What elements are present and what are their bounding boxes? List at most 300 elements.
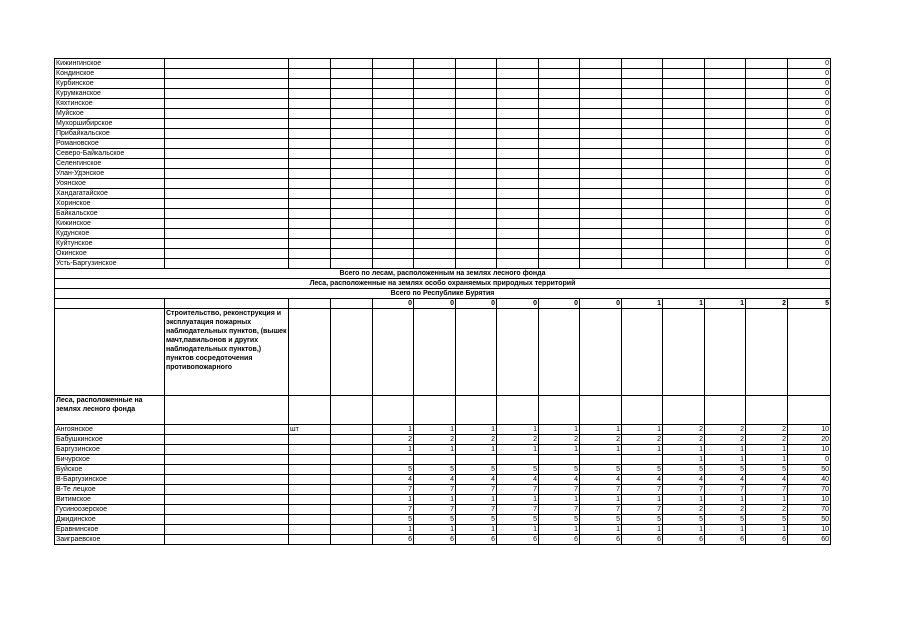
table-cell: 2 <box>414 435 456 445</box>
table-cell <box>622 129 663 139</box>
table-cell: 7 <box>373 505 414 515</box>
row-unit <box>289 475 331 485</box>
table-cell: 0 <box>539 299 580 309</box>
table-cell <box>456 179 497 189</box>
table-cell <box>165 475 289 485</box>
row-name: Буйское <box>55 465 165 475</box>
row-name: Хоринское <box>55 199 165 209</box>
table-cell <box>663 396 705 425</box>
row-total: 0 <box>788 99 831 109</box>
row-name: Кижинское <box>55 219 165 229</box>
table-cell <box>289 79 331 89</box>
table-cell: 50 <box>788 515 831 525</box>
table-cell <box>165 425 289 435</box>
row-name: Баргузинское <box>55 445 165 455</box>
table-cell <box>663 169 705 179</box>
row-unit <box>289 525 331 535</box>
table-row <box>55 139 831 149</box>
table-cell: 10 <box>788 445 831 455</box>
table-cell <box>289 219 331 229</box>
table-cell <box>622 149 663 159</box>
table-cell: 5 <box>788 299 831 309</box>
row-name: Курумканское <box>55 89 165 99</box>
table-cell: 2 <box>746 505 788 515</box>
table-cell <box>746 119 788 129</box>
table-cell <box>788 396 831 425</box>
table-cell <box>746 99 788 109</box>
table-cell: 1 <box>456 425 497 435</box>
table-cell <box>331 425 373 435</box>
table-cell: 1 <box>580 495 622 505</box>
table-cell: 1 <box>663 525 705 535</box>
table-row <box>55 69 831 79</box>
table-cell <box>663 199 705 209</box>
table-cell <box>456 169 497 179</box>
table-cell <box>165 515 289 525</box>
table-cell: 7 <box>622 505 663 515</box>
table-cell <box>580 109 622 119</box>
table-cell: 2 <box>539 435 580 445</box>
table-cell: 6 <box>539 535 580 545</box>
table-cell <box>705 99 746 109</box>
row-total: 0 <box>788 89 831 99</box>
row-unit <box>289 445 331 455</box>
table-cell <box>663 309 705 396</box>
table-cell <box>580 69 622 79</box>
table-cell <box>539 149 580 159</box>
table-cell <box>663 59 705 69</box>
row-total: 0 <box>788 59 831 69</box>
table-cell: 4 <box>622 475 663 485</box>
table-cell <box>373 189 414 199</box>
table-cell: 1 <box>497 445 539 455</box>
table-cell <box>373 309 414 396</box>
table-cell <box>705 229 746 239</box>
table-cell <box>331 79 373 89</box>
table-cell: 1 <box>539 525 580 535</box>
table-cell <box>165 139 289 149</box>
heading-forest-fund: Всего по лесам, расположенным на землях лесного фонда <box>55 269 831 279</box>
table-cell <box>373 455 414 465</box>
table-cell <box>165 455 289 465</box>
table-cell <box>289 299 331 309</box>
table-cell <box>165 129 289 139</box>
table-cell <box>331 179 373 189</box>
table-cell: 70 <box>788 485 831 495</box>
table-cell <box>331 169 373 179</box>
table-row <box>55 169 831 179</box>
table-cell <box>705 239 746 249</box>
table-cell <box>580 89 622 99</box>
table-cell <box>165 219 289 229</box>
row-unit <box>289 455 331 465</box>
table-cell <box>705 219 746 229</box>
table-cell <box>414 79 456 89</box>
table-cell <box>497 396 539 425</box>
republic-values-row <box>55 299 831 309</box>
table-cell: 0 <box>414 299 456 309</box>
activity-label: Строительство, реконструкция и эксплуатация пожарных наблюдательных пунктов, (вышек мачт,павильонов и других наблюдательных пунктов,) пунктов сосредоточения противопожарного <box>165 309 289 396</box>
table-cell: 5 <box>373 515 414 525</box>
table-cell <box>55 299 165 309</box>
table-cell <box>746 59 788 69</box>
table-cell: 1 <box>373 525 414 535</box>
table-cell: 7 <box>414 505 456 515</box>
table-cell <box>539 209 580 219</box>
table-cell <box>622 259 663 269</box>
table-cell: 6 <box>746 535 788 545</box>
table-cell <box>580 99 622 109</box>
table-cell <box>539 239 580 249</box>
row-name: Хандагатайское <box>55 189 165 199</box>
table-cell: 0 <box>788 455 831 465</box>
row-unit <box>289 465 331 475</box>
table-cell <box>539 99 580 109</box>
table-cell <box>497 309 539 396</box>
table-cell <box>373 119 414 129</box>
row-name: Байкальское <box>55 209 165 219</box>
table-cell <box>165 485 289 495</box>
table-cell <box>539 249 580 259</box>
table-cell <box>622 119 663 129</box>
table-cell <box>663 99 705 109</box>
table-cell: 5 <box>414 465 456 475</box>
row-name: Бабушкинское <box>55 435 165 445</box>
row-unit <box>289 495 331 505</box>
table-cell <box>497 119 539 129</box>
table-cell <box>373 209 414 219</box>
table-cell: 2 <box>580 435 622 445</box>
table-cell <box>373 239 414 249</box>
table-cell <box>580 209 622 219</box>
table-cell <box>497 455 539 465</box>
table-cell: 5 <box>622 465 663 475</box>
forestry-table <box>54 58 831 545</box>
table-cell: 4 <box>746 475 788 485</box>
row-total: 0 <box>788 189 831 199</box>
table-cell <box>165 99 289 109</box>
table-cell: 7 <box>580 485 622 495</box>
row-name: Прибайкальское <box>55 129 165 139</box>
table-cell <box>373 159 414 169</box>
table-cell <box>663 139 705 149</box>
table-cell <box>705 309 746 396</box>
table-cell <box>539 455 580 465</box>
table-row <box>55 259 831 269</box>
row-total: 0 <box>788 239 831 249</box>
table-row <box>55 89 831 99</box>
table-cell <box>746 129 788 139</box>
row-name: В-Те лецкое <box>55 485 165 495</box>
table-cell <box>497 169 539 179</box>
table-row <box>55 475 831 485</box>
table-cell: 1 <box>746 525 788 535</box>
table-cell <box>746 109 788 119</box>
table-cell <box>165 239 289 249</box>
table-cell <box>539 119 580 129</box>
table-cell <box>331 525 373 535</box>
heading-republic-total: Всего по Республике Бурятия <box>55 289 831 299</box>
table-cell: 2 <box>373 435 414 445</box>
table-cell <box>746 169 788 179</box>
row-total: 0 <box>788 79 831 89</box>
table-cell: 10 <box>788 525 831 535</box>
table-cell: 7 <box>414 485 456 495</box>
table-cell <box>373 89 414 99</box>
table-cell <box>622 109 663 119</box>
table-cell <box>331 435 373 445</box>
table-cell <box>622 179 663 189</box>
table-cell <box>580 249 622 259</box>
table-cell <box>622 249 663 259</box>
table-cell <box>622 239 663 249</box>
table-cell: 1 <box>373 495 414 505</box>
table-cell: 1 <box>497 425 539 435</box>
table-cell <box>539 259 580 269</box>
bottom-section <box>55 425 831 545</box>
table-cell <box>456 229 497 239</box>
table-cell <box>705 69 746 79</box>
table-cell <box>746 149 788 159</box>
table-cell <box>788 309 831 396</box>
table-cell <box>539 189 580 199</box>
table-cell <box>414 259 456 269</box>
table-cell <box>663 189 705 199</box>
table-cell <box>539 309 580 396</box>
table-cell: 1 <box>414 525 456 535</box>
table-row <box>55 435 831 445</box>
table-cell <box>289 229 331 239</box>
table-cell <box>456 149 497 159</box>
table-row <box>55 199 831 209</box>
row-name: Кяхтинское <box>55 99 165 109</box>
table-cell <box>331 445 373 455</box>
table-cell <box>289 199 331 209</box>
table-cell <box>580 179 622 189</box>
table-cell <box>456 309 497 396</box>
table-cell <box>414 119 456 129</box>
table-cell <box>165 249 289 259</box>
table-cell: 6 <box>497 535 539 545</box>
table-cell: 1 <box>705 495 746 505</box>
table-row <box>55 99 831 109</box>
table-cell <box>331 396 373 425</box>
table-cell <box>331 69 373 79</box>
row-name: Окинское <box>55 249 165 259</box>
row-name: Заиграевское <box>55 535 165 545</box>
table-cell <box>373 79 414 89</box>
table-cell <box>331 535 373 545</box>
table-cell <box>539 199 580 209</box>
table-cell: 1 <box>705 455 746 465</box>
table-row <box>55 219 831 229</box>
row-name: Джидинское <box>55 515 165 525</box>
table-cell <box>622 199 663 209</box>
table-cell: 1 <box>456 495 497 505</box>
table-cell <box>165 525 289 535</box>
table-cell <box>746 89 788 99</box>
table-cell <box>289 139 331 149</box>
row-unit <box>289 505 331 515</box>
table-cell <box>414 239 456 249</box>
table-cell <box>289 309 331 396</box>
table-cell: 2 <box>705 435 746 445</box>
row-name: Ангоянское <box>55 425 165 435</box>
table-cell <box>165 169 289 179</box>
table-cell <box>331 309 373 396</box>
table-cell: 1 <box>539 425 580 435</box>
spreadsheet-page <box>54 58 831 545</box>
table-cell: 5 <box>414 515 456 525</box>
table-cell <box>165 259 289 269</box>
table-cell <box>331 89 373 99</box>
table-cell: 7 <box>497 505 539 515</box>
table-row <box>55 495 831 505</box>
table-cell <box>663 129 705 139</box>
table-cell: 7 <box>705 485 746 495</box>
table-cell <box>456 396 497 425</box>
table-cell <box>331 455 373 465</box>
table-cell <box>331 99 373 109</box>
table-cell <box>289 129 331 139</box>
table-cell <box>165 159 289 169</box>
table-row <box>55 525 831 535</box>
table-cell: 10 <box>788 425 831 435</box>
table-cell <box>331 239 373 249</box>
table-cell: 1 <box>539 445 580 455</box>
table-cell: 6 <box>663 535 705 545</box>
table-cell <box>456 139 497 149</box>
table-cell <box>165 109 289 119</box>
table-cell <box>456 259 497 269</box>
row-total: 0 <box>788 159 831 169</box>
table-cell <box>622 219 663 229</box>
table-cell <box>705 179 746 189</box>
table-cell: 1 <box>705 299 746 309</box>
table-row <box>55 465 831 475</box>
table-cell <box>165 69 289 79</box>
table-cell <box>331 229 373 239</box>
table-cell <box>622 139 663 149</box>
table-cell <box>746 199 788 209</box>
table-cell <box>497 159 539 169</box>
table-cell <box>622 309 663 396</box>
table-cell <box>289 239 331 249</box>
table-cell <box>289 259 331 269</box>
table-cell: 4 <box>663 475 705 485</box>
table-cell <box>165 59 289 69</box>
table-cell <box>414 455 456 465</box>
table-cell <box>580 219 622 229</box>
table-cell <box>165 119 289 129</box>
table-cell <box>746 159 788 169</box>
table-cell: 1 <box>622 425 663 435</box>
table-row <box>55 189 831 199</box>
table-cell: 7 <box>539 505 580 515</box>
table-cell: 4 <box>456 475 497 485</box>
table-cell <box>580 396 622 425</box>
table-cell <box>289 396 331 425</box>
table-cell <box>539 129 580 139</box>
table-cell <box>331 219 373 229</box>
row-total: 0 <box>788 179 831 189</box>
table-cell <box>705 396 746 425</box>
table-cell <box>663 69 705 79</box>
table-cell <box>497 89 539 99</box>
table-cell <box>165 435 289 445</box>
table-cell: 5 <box>539 515 580 525</box>
table-cell <box>289 159 331 169</box>
table-cell: 1 <box>497 525 539 535</box>
table-row <box>55 535 831 545</box>
table-cell <box>705 159 746 169</box>
table-cell <box>705 109 746 119</box>
table-cell: 1 <box>663 495 705 505</box>
table-cell <box>373 109 414 119</box>
table-cell: 2 <box>622 435 663 445</box>
table-cell <box>165 199 289 209</box>
table-cell <box>497 109 539 119</box>
table-cell <box>539 69 580 79</box>
table-cell: 1 <box>580 525 622 535</box>
table-cell: 0 <box>580 299 622 309</box>
table-cell: 7 <box>497 485 539 495</box>
table-cell <box>580 199 622 209</box>
table-cell: 5 <box>456 465 497 475</box>
table-cell <box>663 209 705 219</box>
table-cell <box>289 89 331 99</box>
row-name: Витимское <box>55 495 165 505</box>
table-cell <box>289 149 331 159</box>
table-cell <box>414 99 456 109</box>
table-cell <box>373 99 414 109</box>
table-cell <box>414 179 456 189</box>
table-cell <box>663 109 705 119</box>
row-name: Северо-Байкальское <box>55 149 165 159</box>
table-cell: 7 <box>456 485 497 495</box>
table-cell <box>456 79 497 89</box>
table-cell: 5 <box>746 465 788 475</box>
table-cell <box>663 179 705 189</box>
table-cell <box>705 249 746 259</box>
table-cell <box>539 89 580 99</box>
table-cell <box>580 129 622 139</box>
table-cell <box>456 249 497 259</box>
table-row <box>55 515 831 525</box>
row-total: 0 <box>788 169 831 179</box>
table-cell <box>414 309 456 396</box>
table-cell: 1 <box>373 445 414 455</box>
table-cell <box>622 169 663 179</box>
table-cell: 7 <box>539 485 580 495</box>
table-cell: 5 <box>663 465 705 475</box>
table-cell: 1 <box>414 425 456 435</box>
table-cell: 5 <box>497 465 539 475</box>
table-cell: 6 <box>373 535 414 545</box>
row-name: Бичурское <box>55 455 165 465</box>
table-cell <box>497 189 539 199</box>
table-row <box>55 249 831 259</box>
table-cell <box>497 259 539 269</box>
table-cell: 6 <box>456 535 497 545</box>
table-cell: 7 <box>373 485 414 495</box>
table-cell: 1 <box>622 495 663 505</box>
table-cell <box>331 139 373 149</box>
table-cell <box>539 396 580 425</box>
table-cell <box>539 219 580 229</box>
table-cell <box>622 99 663 109</box>
table-cell: 7 <box>663 485 705 495</box>
